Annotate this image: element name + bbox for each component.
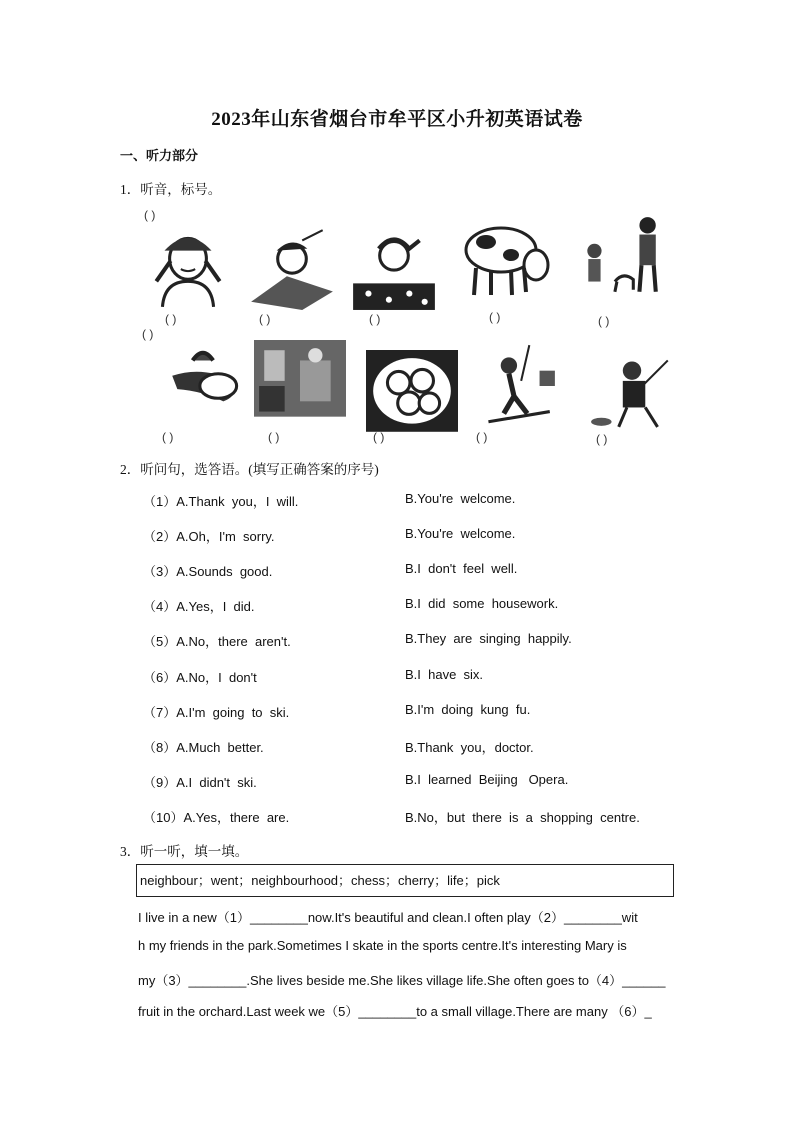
answer-blank[interactable]: ( ): [489, 310, 501, 324]
option-a[interactable]: （1）A.Thank you，I will.: [143, 494, 299, 509]
option-a[interactable]: （9）A.I didn't ski.: [143, 775, 257, 790]
option-a[interactable]: （2）A.Oh，I'm sorry.: [143, 529, 275, 544]
option-a[interactable]: （5）A.No，there aren't.: [143, 634, 291, 649]
answer-blank[interactable]: ( ): [162, 430, 174, 444]
option-b[interactable]: B.I learned Beijing Opera.: [405, 772, 569, 787]
section-listening: 一、听力部分: [120, 148, 199, 163]
option-b[interactable]: B.They are singing happily.: [405, 631, 572, 646]
option-row: [143, 631, 683, 651]
cow-icon: [456, 210, 556, 310]
option-a[interactable]: （4）A.Yes，I did.: [143, 599, 255, 614]
option-row: [143, 807, 683, 827]
answer-blank[interactable]: ( ): [596, 432, 608, 446]
answer-blank[interactable]: ( ): [144, 208, 156, 222]
option-a[interactable]: （3）A.Sounds good.: [143, 564, 273, 579]
page-title: 2023年山东省烟台市牟平区小升初英语试卷: [211, 109, 583, 130]
people-scene-icon: [254, 340, 346, 432]
passage-line: fruit in the orchard.Last week we（5）________to a small village.There are many （6）_: [138, 1004, 652, 1019]
option-row: [143, 702, 683, 722]
option-b[interactable]: B.I don't feel well.: [405, 561, 518, 576]
option-b[interactable]: B.I did some housework.: [405, 596, 559, 611]
option-row: [143, 596, 683, 616]
answer-blank[interactable]: ( ): [268, 430, 280, 444]
answer-blank[interactable]: ( ): [476, 430, 488, 444]
girl-eating-icon: [348, 220, 440, 312]
option-row: [143, 772, 683, 792]
option-row: [143, 561, 683, 581]
answer-blank[interactable]: ( ): [165, 312, 177, 326]
word-bank-box: neighbour；went；neighbourhood；chess；cherry；life；pick: [136, 864, 674, 897]
question-3-heading: 3．听一听，填一填。: [120, 844, 249, 859]
answer-blank[interactable]: ( ): [598, 314, 610, 328]
option-b[interactable]: B.No，but there is a shopping centre.: [405, 810, 640, 825]
option-row: [143, 737, 683, 757]
option-row: [143, 491, 683, 511]
option-a[interactable]: （6）A.No，I don't: [143, 670, 257, 685]
answer-blank[interactable]: ( ): [142, 327, 154, 341]
passage-line: my（3）________.She lives beside me.She likes village life.She often goes to（4）______: [138, 973, 666, 988]
question-2-heading: 2．听问句，选答语。(填写正确答案的序号): [120, 462, 379, 477]
option-a[interactable]: （7）A.I'm going to ski.: [143, 705, 290, 720]
option-row: [143, 526, 683, 546]
passage-line: I live in a new（1）________now.It's beautiful and clean.I often play（2）________wit: [138, 910, 638, 925]
option-b[interactable]: B.I'm doing kung fu.: [405, 702, 531, 717]
people-with-dog-icon: [574, 210, 666, 302]
skiing-person-icon: [468, 340, 560, 432]
option-a[interactable]: （10）A.Yes，there are.: [143, 810, 290, 825]
option-a[interactable]: （8）A.Much better.: [143, 740, 264, 755]
passage-line: h my friends in the park.Sometimes I skate in the sports centre.It's interesting Mary is: [138, 938, 627, 953]
option-b[interactable]: B.You're welcome.: [405, 491, 516, 506]
question-1-heading: 1．听音，标号。: [120, 182, 222, 197]
option-b[interactable]: B.Thank you，doctor.: [405, 740, 534, 755]
fishing-person-icon: [586, 340, 678, 432]
headache-person-icon: [142, 220, 234, 312]
option-b[interactable]: B.You're welcome.: [405, 526, 516, 541]
bowl-of-tangyuan-icon: [366, 350, 458, 442]
rice-dumpling-icon: [162, 340, 254, 432]
option-b[interactable]: B.I have six.: [405, 667, 484, 682]
option-row: [143, 667, 683, 687]
answer-blank[interactable]: ( ): [369, 312, 381, 326]
sick-in-bed-icon: [246, 220, 338, 312]
answer-blank[interactable]: ( ): [259, 312, 271, 326]
answer-blank[interactable]: ( ): [373, 430, 385, 444]
